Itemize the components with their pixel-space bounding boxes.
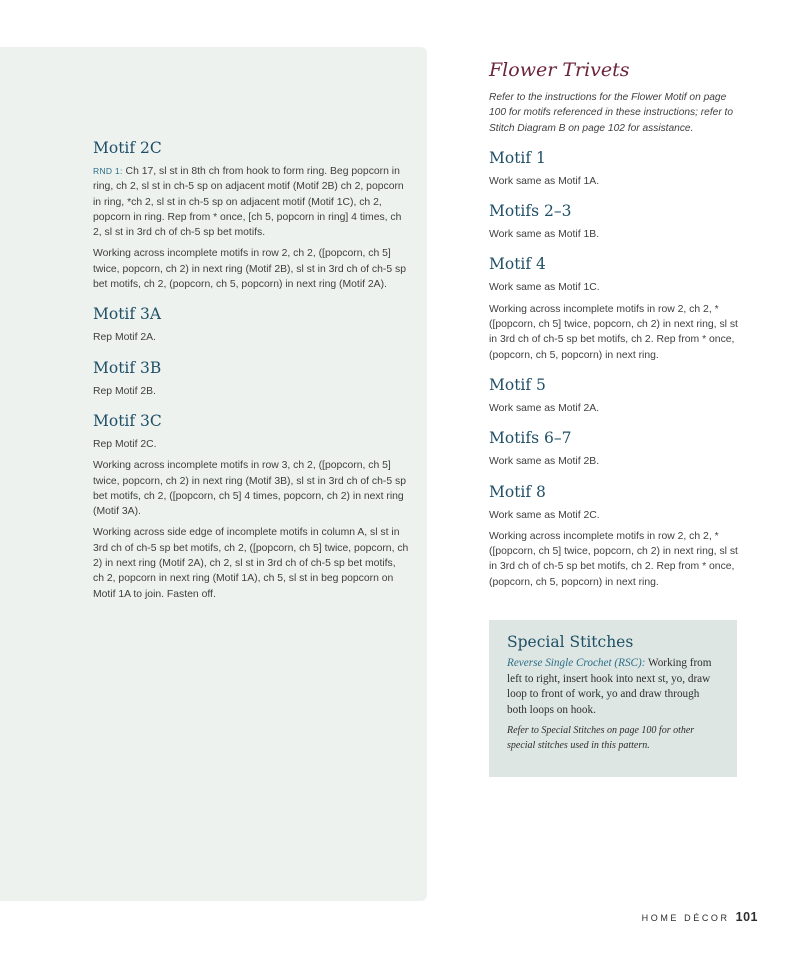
- section-heading: Motif 3A: [93, 305, 162, 324]
- special-stitches-box: [489, 620, 737, 777]
- instruction-paragraph: Working across incomplete motifs in row 2, ch 2, *([popcorn, ch 5] twice, popcorn, ch 2) in next ring, sl st in 3rd ch of ch-5 sp bet motifs, ch 2. Rep from * once, (popcorn, ch 5, popcorn) in next ring.: [489, 303, 738, 361]
- motif-2c-section: [93, 138, 409, 292]
- special-stitches-heading: Special Stitches: [507, 633, 634, 651]
- instruction-paragraph: Working across incomplete motifs in row 3, ch 2, ([popcorn, ch 5] twice, popcorn, ch 2) in next ring (Motif 3B), sl st in 3rd ch of ch-5 sp bet motifs, ch 2, ([popcorn, ch 5] 4 times, popcorn, ch 2) in next ring (Motif 3A).: [93, 460, 407, 518]
- instruction-paragraph: Work same as Motif 2B.: [489, 456, 600, 468]
- instruction-paragraph: Work same as Motif 2A.: [489, 402, 600, 414]
- section-heading: Motif 2C: [93, 139, 162, 157]
- footer-section-label: HOME DÉCOR: [641, 913, 730, 923]
- instruction-paragraph: Work same as Motif 2C.: [489, 509, 600, 521]
- round-label: RND 1:: [93, 166, 123, 176]
- instruction-paragraph: Work same as Motif 1C.: [489, 282, 600, 294]
- motifs-6-7-section: [489, 428, 739, 469]
- stitch-term: Reverse Single Crochet (RSC):: [507, 657, 646, 669]
- motifs-2-3-section: [489, 201, 739, 242]
- round-text: Ch 17, sl st in 8th ch from hook to form ring. Beg popcorn in ring, ch 2, sl st in ch-5 sp on adjacent motif (Motif 2B) ch 2, popcorn in ring, *ch 2, sl st in ch-5 sp on adjacent motif (Motif 1C), ch 2, popcorn in ring. Rep from * once, [ch 5, popcorn in ring] 4 times, ch 2, sl st in 3rd ch of ch-5 sp bet motifs.: [93, 166, 404, 239]
- instruction-paragraph: Work same as Motif 1B.: [489, 229, 600, 241]
- instruction-paragraph: Rep Motif 2B.: [93, 385, 156, 397]
- section-heading: Motif 4: [489, 255, 546, 274]
- instruction-paragraph: [93, 164, 409, 240]
- motif-3c-section: [93, 411, 409, 602]
- motif-3b-section: [93, 358, 409, 399]
- page-footer: [642, 910, 758, 924]
- special-stitches-note: Refer to Special Stitches on page 100 for other special stitches used in this pattern.: [507, 725, 695, 751]
- instruction-paragraph: Working across incomplete motifs in row 2, ch 2, *([popcorn, ch 5] twice, popcorn, ch 2) in next ring, sl st in 3rd ch of ch-5 sp bet motifs, ch 2. Rep from * once, (popcorn, ch 5, popcorn) in next ring.: [489, 530, 738, 588]
- motif-8-section: [489, 482, 739, 590]
- special-stitch-definition: [507, 656, 719, 718]
- motif-5-section: [489, 375, 739, 416]
- section-heading: Motif 3C: [93, 411, 162, 430]
- stitch-description: Working from left to right, insert hook into next st, yo, draw loop to front of work, yo and draw through both loops on hook.: [507, 657, 712, 716]
- motif-1-section: [489, 148, 739, 189]
- instruction-paragraph: Work same as Motif 1A.: [489, 175, 600, 187]
- section-heading: Motif 1: [489, 148, 546, 167]
- left-column: [93, 138, 409, 614]
- instruction-paragraph: Working across side edge of incomplete motifs in column A, sl st in 3rd ch of ch-5 sp bet motifs, ch 2, ([popcorn, ch 5] twice, popcorn, ch 2) in next ring (Motif 2A), ch 2, sl st in 3rd ch of ch-5 sp bet motifs, ch 2, popcorn in next ring (Motif 1A), ch 5, sl st in beg popcorn on Motif 1A to join. Fasten off.: [93, 527, 409, 600]
- pattern-intro: Refer to the instructions for the Flower Motif on page 100 for motifs referenced in these instructions; refer to Stitch Diagram B on page 102 for assistance.: [489, 92, 734, 134]
- section-heading: Motifs 2–3: [489, 202, 572, 221]
- pattern-title: Flower Trivets: [489, 59, 630, 81]
- right-column: [489, 58, 739, 602]
- instruction-paragraph: Rep Motif 2C.: [93, 438, 157, 450]
- instruction-paragraph: Rep Motif 2A.: [93, 332, 156, 344]
- section-heading: Motifs 6–7: [489, 429, 572, 448]
- section-heading: Motif 8: [489, 482, 546, 501]
- section-heading: Motif 3B: [93, 358, 162, 377]
- motif-4-section: [489, 254, 739, 362]
- section-heading: Motif 5: [489, 375, 546, 394]
- page-number: 101: [735, 910, 758, 924]
- instruction-paragraph: Working across incomplete motifs in row 2, ch 2, ([popcorn, ch 5] twice, popcorn, ch 2) in next ring (Motif 2B), sl st in 3rd ch of ch-5 sp bet motifs, ch 2, (popcorn, ch 5, popcorn) in next ring (Motif 2A).: [93, 248, 407, 291]
- motif-3a-section: [93, 304, 409, 345]
